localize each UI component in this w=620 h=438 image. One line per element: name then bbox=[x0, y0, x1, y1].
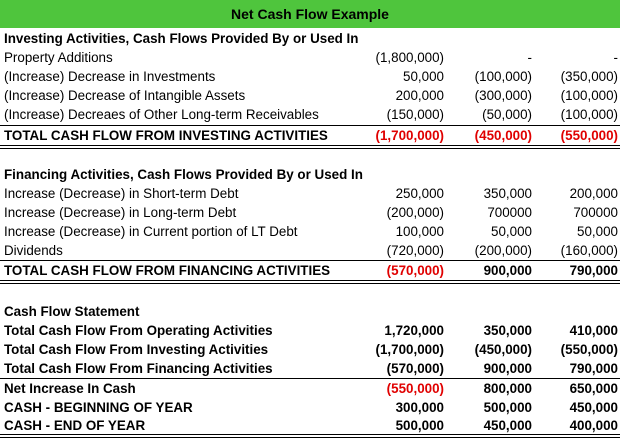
value-col-1: 200,000 bbox=[395, 88, 444, 103]
net-col-1: (550,000) bbox=[386, 381, 444, 396]
begin-col-3: 450,000 bbox=[569, 400, 618, 415]
statement-header: Cash Flow Statement bbox=[4, 304, 140, 319]
value-col-3: 700000 bbox=[573, 205, 618, 220]
financing-total-row bbox=[0, 261, 620, 280]
value-col-1: 100,000 bbox=[395, 224, 444, 239]
value-col-2: 350,000 bbox=[483, 323, 532, 338]
row-label: Total Cash Flow From Financing Activities bbox=[4, 361, 273, 376]
begin-col-1: 300,000 bbox=[395, 400, 444, 415]
total-col-2: (450,000) bbox=[474, 128, 532, 143]
table-row bbox=[0, 359, 620, 378]
total-double-rule bbox=[0, 145, 620, 149]
total-double-rule bbox=[0, 434, 620, 438]
value-col-3: (160,000) bbox=[560, 243, 618, 258]
value-col-3: 50,000 bbox=[577, 224, 618, 239]
net-col-2: 800,000 bbox=[483, 381, 532, 396]
value-col-1: 50,000 bbox=[403, 69, 444, 84]
value-col-3: 200,000 bbox=[569, 186, 618, 201]
row-label: (Increase) Decreaes of Other Long-term Receivables bbox=[4, 107, 319, 122]
total-label: TOTAL CASH FLOW FROM INVESTING ACTIVITIES bbox=[4, 128, 328, 143]
investing-header-row bbox=[0, 29, 620, 48]
table-row bbox=[0, 340, 620, 359]
value-col-2: 700000 bbox=[487, 205, 532, 220]
value-col-3: (550,000) bbox=[560, 342, 618, 357]
value-col-1: (1,700,000) bbox=[375, 342, 444, 357]
value-col-3: - bbox=[613, 50, 618, 65]
value-col-2: 350,000 bbox=[483, 186, 532, 201]
table-row bbox=[0, 203, 620, 222]
value-col-2: (200,000) bbox=[474, 243, 532, 258]
investing-header: Investing Activities, Cash Flows Provided By or Used In bbox=[4, 31, 359, 46]
total-col-3: (550,000) bbox=[560, 128, 618, 143]
total-col-1: (1,700,000) bbox=[375, 128, 444, 143]
value-col-2: (300,000) bbox=[474, 88, 532, 103]
value-col-2: 900,000 bbox=[483, 361, 532, 376]
total-label: TOTAL CASH FLOW FROM FINANCING ACTIVITIES bbox=[4, 263, 331, 278]
end-col-2: 450,000 bbox=[483, 418, 532, 433]
row-label: Total Cash Flow From Investing Activities bbox=[4, 342, 269, 357]
statement-header-row bbox=[0, 302, 620, 321]
value-col-3: (100,000) bbox=[560, 107, 618, 122]
value-col-1: (720,000) bbox=[386, 243, 444, 258]
net-increase-row bbox=[0, 379, 620, 398]
row-label: Total Cash Flow From Operating Activities bbox=[4, 323, 273, 338]
row-label: Increase (Decrease) in Short-term Debt bbox=[4, 186, 239, 201]
value-col-1: (150,000) bbox=[386, 107, 444, 122]
value-col-1: (570,000) bbox=[386, 361, 444, 376]
row-label: Increase (Decrease) in Long-term Debt bbox=[4, 205, 237, 220]
table-row bbox=[0, 321, 620, 340]
table-row bbox=[0, 105, 620, 124]
end-label: CASH - END OF YEAR bbox=[4, 418, 146, 433]
table-row bbox=[0, 86, 620, 105]
table-row bbox=[0, 67, 620, 86]
table-row bbox=[0, 48, 620, 67]
investing-total-row bbox=[0, 126, 620, 145]
total-col-3: 790,000 bbox=[569, 263, 618, 278]
net-col-3: 650,000 bbox=[569, 381, 618, 396]
row-label: (Increase) Decrease of Intangible Assets bbox=[4, 88, 246, 103]
value-col-2: (50,000) bbox=[482, 107, 532, 122]
sheet-title: Net Cash Flow Example bbox=[0, 0, 620, 28]
cash-begin-row bbox=[0, 398, 620, 417]
total-col-1: (570,000) bbox=[386, 263, 444, 278]
row-label: (Increase) Decrease in Investments bbox=[4, 69, 216, 84]
value-col-3: (350,000) bbox=[560, 69, 618, 84]
value-col-1: 1,720,000 bbox=[384, 323, 444, 338]
table-row bbox=[0, 184, 620, 203]
value-col-3: (100,000) bbox=[560, 88, 618, 103]
end-col-3: 400,000 bbox=[569, 418, 618, 433]
value-col-2: 50,000 bbox=[491, 224, 532, 239]
total-double-rule bbox=[0, 280, 620, 284]
value-col-2: - bbox=[527, 50, 532, 65]
table-row bbox=[0, 222, 620, 241]
net-label: Net Increase In Cash bbox=[4, 381, 136, 396]
end-col-1: 500,000 bbox=[395, 418, 444, 433]
table-row bbox=[0, 241, 620, 260]
row-label: Increase (Decrease) in Current portion of LT Debt bbox=[4, 224, 298, 239]
value-col-1: 250,000 bbox=[395, 186, 444, 201]
financing-header: Financing Activities, Cash Flows Provided By or Used In bbox=[4, 167, 363, 182]
row-label: Property Additions bbox=[4, 50, 113, 65]
value-col-3: 790,000 bbox=[569, 361, 618, 376]
value-col-2: (450,000) bbox=[474, 342, 532, 357]
row-label: Dividends bbox=[4, 243, 63, 258]
value-col-2: (100,000) bbox=[474, 69, 532, 84]
value-col-1: (1,800,000) bbox=[375, 50, 444, 65]
begin-col-2: 500,000 bbox=[483, 400, 532, 415]
value-col-1: (200,000) bbox=[386, 205, 444, 220]
total-col-2: 900,000 bbox=[483, 263, 532, 278]
financing-header-row bbox=[0, 165, 620, 184]
cash-end-row bbox=[0, 416, 620, 435]
begin-label: CASH - BEGINNING OF YEAR bbox=[4, 400, 193, 415]
value-col-3: 410,000 bbox=[569, 323, 618, 338]
